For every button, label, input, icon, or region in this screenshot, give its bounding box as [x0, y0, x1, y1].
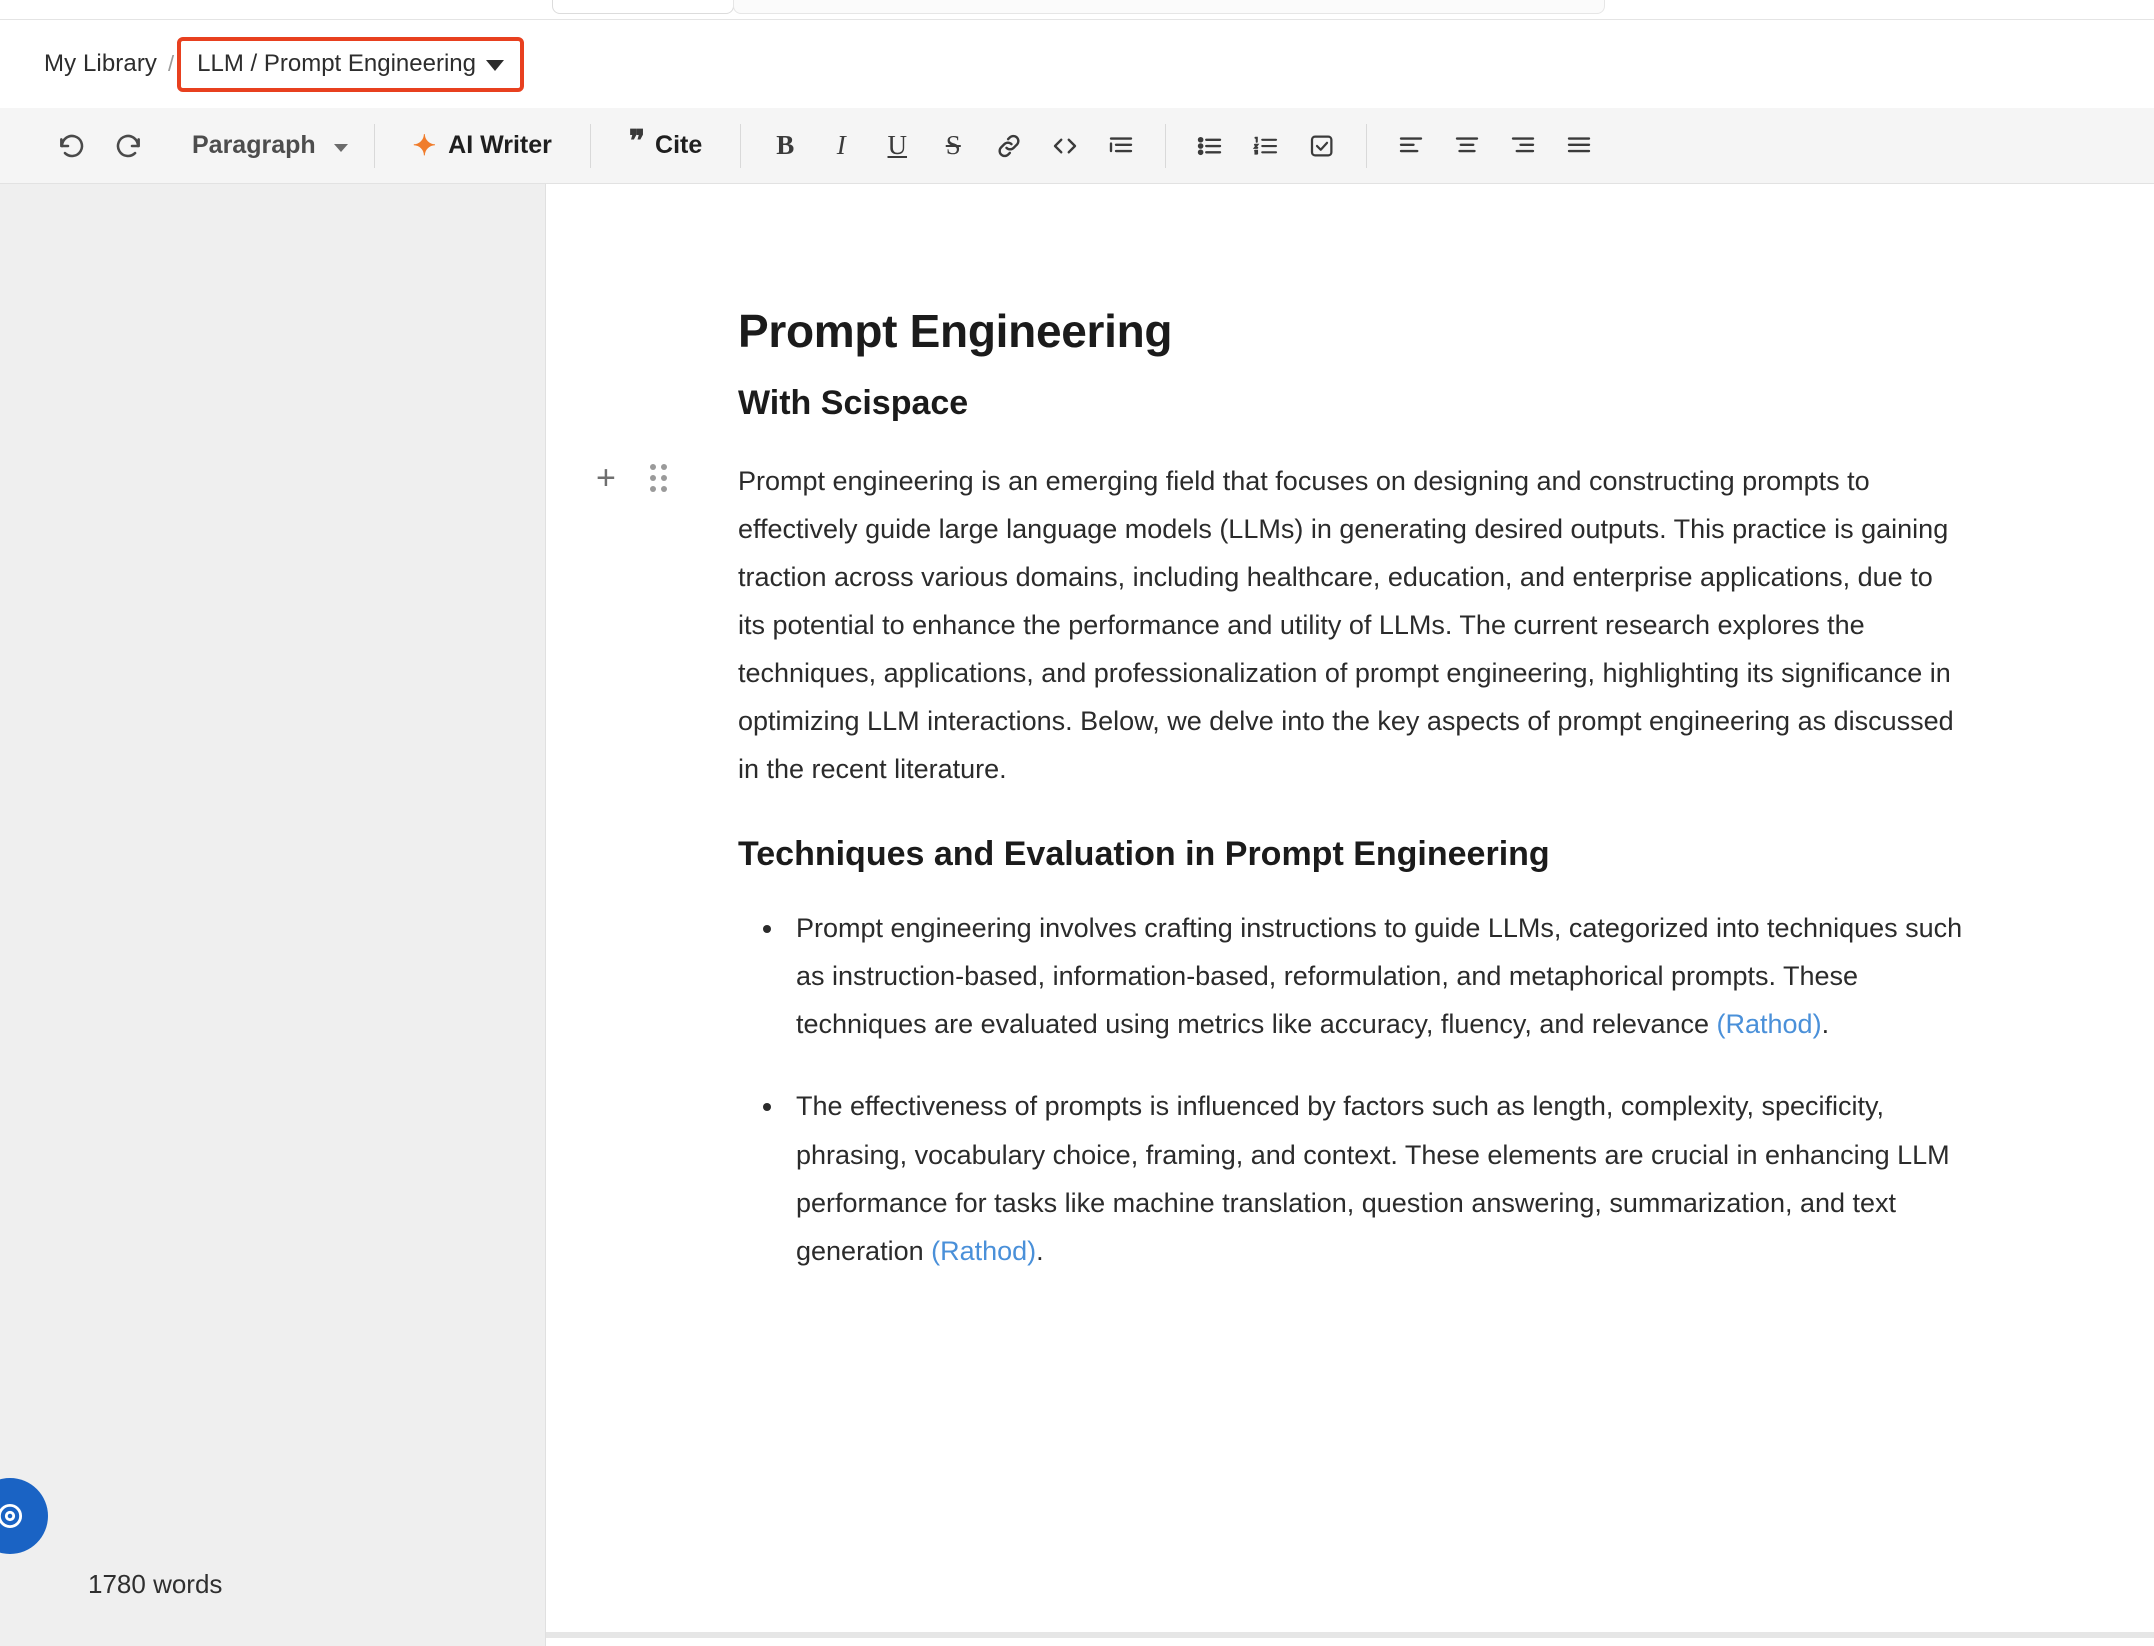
toolbar-divider: [1165, 124, 1166, 168]
page-title: Prompt Engineering: [738, 305, 1173, 357]
undo-icon: [56, 130, 88, 162]
checklist-button[interactable]: [1294, 118, 1350, 174]
underline-button[interactable]: [869, 118, 925, 174]
section-heading: Techniques and Evaluation in Prompt Engineering: [738, 835, 1550, 874]
redo-icon: [112, 130, 144, 162]
document-bottom-rule: [546, 1632, 2154, 1638]
breadcrumb-current-label: LLM / Prompt Engineering: [197, 49, 476, 77]
block-handles: [596, 461, 667, 495]
align-justify-button[interactable]: [1551, 118, 1607, 174]
ai-writer-label: AI Writer: [448, 131, 552, 159]
numbered-list-button[interactable]: [1238, 118, 1294, 174]
top-partial-bar: [0, 0, 2154, 20]
breadcrumb-root[interactable]: My Library: [44, 50, 158, 77]
block-type-label: Paragraph: [192, 131, 316, 159]
checklist-icon: [1307, 131, 1337, 161]
align-center-icon: [1452, 131, 1482, 161]
toolbar-divider: [374, 124, 375, 168]
plus-icon[interactable]: +: [596, 459, 616, 497]
breadcrumb-current-dropdown[interactable]: [177, 37, 524, 92]
list-item-tail: .: [1821, 1009, 1830, 1040]
align-left-button[interactable]: [1383, 118, 1439, 174]
document-scroll-area[interactable]: [546, 184, 2154, 1646]
word-count: 1780 words: [88, 1569, 223, 1599]
strikethrough-icon: S: [945, 130, 961, 160]
numbered-list-icon: [1251, 131, 1281, 161]
bold-icon: B: [776, 130, 795, 160]
document-page[interactable]: [546, 184, 2146, 1275]
list-item-text: Prompt engineering involves crafting instructions to guide LLMs, categorized into techniques such as instruction-based, information-based, reformulation, and metaphorical prompts. These techniques are evaluated using metrics like accuracy, fluency, and relevance: [796, 913, 1963, 1040]
link-icon: [994, 131, 1024, 161]
chevron-down-icon: [486, 60, 504, 71]
intro-paragraph: Prompt engineering is an emerging field that focuses on designing and constructing prompts to effectively guide large language models (LLMs) in generating desired outputs. This practice is gaining traction across various domains, including healthcare, education, and enterprise applications, due to its potential to enhance the performance and utility of LLMs. The current research explores the techniques, applications, and professionalization of prompt engineering, highlighting its significance in optimizing LLM interactions. Below, we delve into the key aspects of prompt engineering as discussed in the recent literature.: [738, 466, 1954, 785]
drag-handle-icon[interactable]: [650, 464, 667, 492]
toolbar-divider: [590, 124, 591, 168]
editor-body: [0, 184, 2154, 1646]
toolbar-divider: [740, 124, 741, 168]
blockquote-button[interactable]: [1093, 118, 1149, 174]
list-item-text: The effectiveness of prompts is influenced by factors such as length, complexity, specificity, phrasing, vocabulary choice, framing, and context. These elements are crucial in enhancing LLM performance for tasks like machine translation, question answering, summarization, and text generation: [796, 1091, 1950, 1266]
bullet-list-button[interactable]: [1182, 118, 1238, 174]
paragraph-block[interactable]: [596, 457, 1966, 793]
redo-button[interactable]: [100, 118, 156, 174]
undo-button[interactable]: [44, 118, 100, 174]
align-left-icon: [1396, 131, 1426, 161]
bold-button[interactable]: [757, 118, 813, 174]
underline-icon: U: [887, 130, 908, 160]
italic-button[interactable]: [813, 118, 869, 174]
align-right-icon: [1508, 131, 1538, 161]
breadcrumb: [0, 20, 2154, 108]
code-icon: [1050, 131, 1080, 161]
code-button[interactable]: [1037, 118, 1093, 174]
breadcrumb-separator: /: [168, 51, 175, 76]
toolbar-divider: [1366, 124, 1367, 168]
list-item: [786, 1082, 1966, 1274]
blockquote-icon: [1106, 131, 1136, 161]
citation-link[interactable]: (Rathod): [931, 1235, 1037, 1266]
block-type-dropdown[interactable]: [174, 118, 358, 174]
cite-button[interactable]: [607, 118, 724, 174]
align-justify-icon: [1564, 131, 1594, 161]
page-subtitle: With Scispace: [738, 384, 969, 422]
bullet-list-icon: [1195, 131, 1225, 161]
link-button[interactable]: [981, 118, 1037, 174]
list-item-tail: .: [1036, 1235, 1044, 1266]
ai-writer-button[interactable]: [391, 118, 574, 174]
list-item: [786, 904, 1966, 1048]
sparkle-icon: ✦: [412, 129, 437, 161]
quote-icon: ❞: [628, 124, 646, 158]
top-partial-box-right: [733, 0, 1605, 14]
left-gutter: [0, 184, 546, 1646]
editor-toolbar: [0, 108, 2154, 184]
strikethrough-button[interactable]: [925, 118, 981, 174]
cite-label: Cite: [655, 131, 703, 159]
top-partial-box-left: [552, 0, 734, 14]
citation-link[interactable]: (Rathod): [1716, 1009, 1822, 1040]
bullet-list[interactable]: [738, 904, 1966, 1274]
align-center-button[interactable]: [1439, 118, 1495, 174]
align-right-button[interactable]: [1495, 118, 1551, 174]
help-bubble-icon[interactable]: [0, 1478, 48, 1554]
chevron-down-icon: [334, 144, 348, 152]
italic-icon: I: [836, 130, 846, 160]
